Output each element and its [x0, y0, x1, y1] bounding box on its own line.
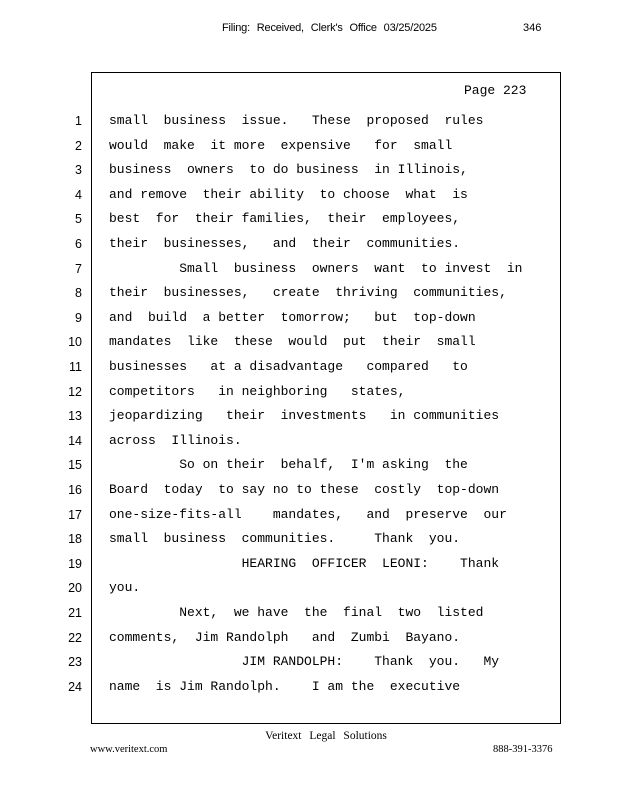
line-text: best for their families, their employees, — [109, 211, 461, 227]
line-text: JIM RANDOLPH: Thank you. My — [109, 654, 500, 670]
transcript-line — [0, 186, 618, 206]
line-number: 22 — [68, 630, 82, 645]
transcript-line — [0, 235, 618, 255]
line-number: 23 — [68, 655, 82, 670]
footer-website: www.veritext.com — [90, 744, 168, 755]
line-number: 2 — [75, 138, 82, 153]
line-number: 21 — [68, 606, 82, 620]
line-text: businesses at a disadvantage compared to — [109, 359, 468, 374]
line-number: 12 — [68, 384, 82, 399]
line-text: Board today to say no to these costly top-down — [109, 482, 500, 497]
transcript-line — [0, 456, 618, 476]
line-text: Small business owners want to invest in — [109, 260, 523, 276]
page-header — [0, 22, 618, 38]
line-text: comments, Jim Randolph and Zumbi Bayano. — [109, 629, 461, 645]
line-text: mandates like these would put their small — [109, 334, 476, 350]
transcript-line — [0, 210, 618, 230]
line-text: and remove their ability to choose what is — [109, 186, 468, 202]
transcript-page-label: Page 223 — [464, 83, 527, 98]
line-text: and build a better tomorrow; but top-down — [109, 309, 476, 325]
line-number: 13 — [68, 409, 82, 424]
transcript-line — [0, 407, 618, 427]
line-number: 16 — [68, 483, 82, 497]
transcript-line — [0, 506, 618, 526]
transcript-line — [0, 383, 618, 403]
line-number: 5 — [75, 212, 82, 227]
transcript-line — [0, 629, 618, 649]
transcript-line — [0, 284, 618, 304]
transcript-line — [0, 604, 618, 624]
transcript-line — [0, 161, 618, 181]
line-text: So on their behalf, I'm asking the — [109, 457, 468, 473]
line-text: Next, we have the final two listed — [109, 605, 484, 620]
line-text: small business communities. Thank you. — [109, 531, 461, 547]
line-number: 7 — [75, 261, 82, 276]
transcript-line — [0, 678, 618, 698]
line-number: 11 — [69, 360, 82, 374]
line-text: their businesses, and their communities. — [109, 236, 461, 251]
line-number: 1 — [75, 114, 82, 128]
line-number: 19 — [68, 556, 82, 571]
line-number: 4 — [75, 187, 82, 202]
transcript-line — [0, 579, 618, 599]
line-number: 9 — [75, 310, 82, 325]
footer-company: Veritext Legal Solutions — [265, 730, 387, 742]
transcript-line — [0, 530, 618, 550]
line-number: 18 — [68, 532, 82, 547]
line-number: 6 — [75, 237, 82, 251]
transcript-line — [0, 555, 618, 575]
line-text: you. — [109, 580, 141, 596]
line-text: small business issue. These proposed rules — [109, 113, 484, 128]
transcript-line — [0, 333, 618, 353]
line-number: 10 — [68, 335, 82, 350]
line-number: 14 — [68, 433, 82, 448]
line-text: across Illinois. — [109, 432, 242, 448]
filing-stamp: Filing: Received, Clerk's Office 03/25/2025 — [222, 22, 437, 34]
transcript-line — [0, 358, 618, 378]
filing-page-number: 346 — [523, 22, 542, 34]
line-text: one-size-fits-all mandates, and preserve our — [109, 506, 507, 522]
line-text: jeopardizing their investments in communities — [109, 408, 500, 424]
line-text: would make it more expensive for small — [109, 137, 453, 153]
transcript-line — [0, 260, 618, 280]
line-text: competitors in neighboring states, — [109, 383, 406, 399]
transcript-line — [0, 653, 618, 673]
line-number: 8 — [75, 286, 82, 301]
line-number: 3 — [75, 163, 82, 178]
line-number: 17 — [68, 507, 82, 522]
line-number: 24 — [68, 679, 82, 694]
line-number: 20 — [68, 581, 82, 596]
line-text: their businesses, create thriving communities, — [109, 285, 507, 301]
line-text: HEARING OFFICER LEONI: Thank — [109, 555, 500, 571]
transcript-line — [0, 137, 618, 157]
footer-phone: 888-391-3376 — [493, 744, 553, 755]
transcript-line — [0, 112, 618, 132]
transcript-line — [0, 309, 618, 329]
transcript-line — [0, 481, 618, 501]
transcript-line — [0, 432, 618, 452]
line-text: business owners to do business in Illinois, — [109, 162, 468, 178]
line-number: 15 — [68, 458, 82, 473]
line-text: name is Jim Randolph. I am the executive — [109, 678, 461, 694]
